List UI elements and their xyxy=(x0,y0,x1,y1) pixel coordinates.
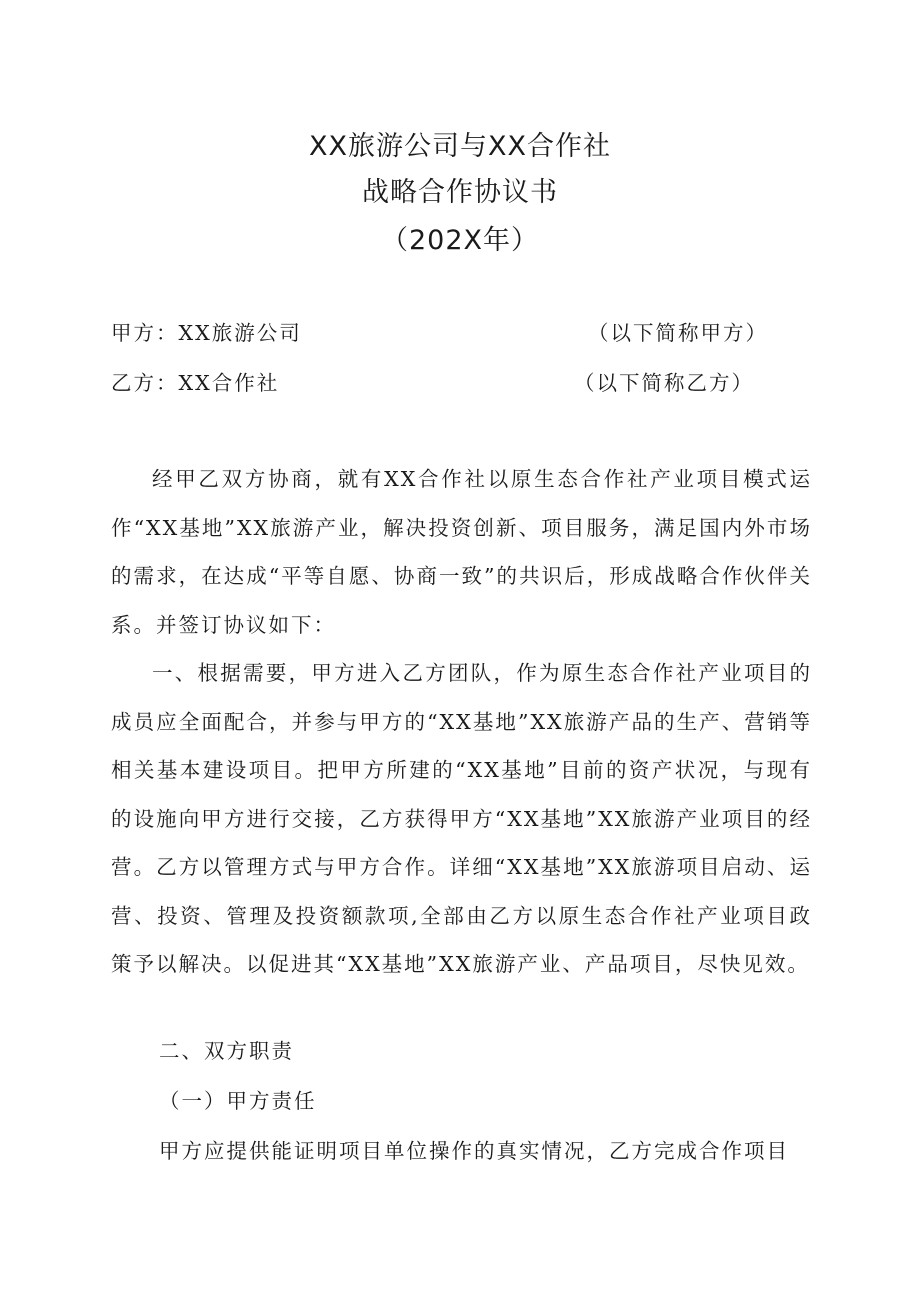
party-a-row xyxy=(111,318,811,348)
party-b-alias: （以下简称乙方） xyxy=(574,371,754,395)
party-a-name: 甲方：XX旅游公司 xyxy=(111,321,302,345)
party-a-alias: （以下简称甲方） xyxy=(588,321,768,345)
section-two-one-heading: （一）甲方责任 xyxy=(159,1089,317,1113)
intro-paragraph: 经甲乙双方协商，就有XX合作社以原生态合作社产业项目模式运作“XX基地”XX旅游产业，解决投资创新、项目服务，满足国内外市场的需求，在达成“平等自愿、协商一致”的共识后，形成战略合作伙伴关系。并签订协议如下： xyxy=(111,467,812,637)
party-b-name: 乙方：XX合作社 xyxy=(111,371,280,395)
clause-one-paragraph: 一、根据需要，甲方进入乙方团队，作为原生态合作社产业项目的成员应全面配合，并参与甲方的“XX基地”XX旅游产品的生产、营销等相关基本建设项目。把甲方所建的“XX基地”目前的资产状况，与现有的设施向甲方进行交接，乙方获得甲方“XX基地”XX旅游产业项目的经营。乙方以管理方式与甲方合作。详细“XX基地”XX旅游项目启动、运营、投资、管理及投资额款项,全部由乙方以原生态合作社产业项目政策予以解决。以促进其“XX基地”XX旅游产业、产品项目，尽快见效。 xyxy=(111,661,812,976)
party-b-row xyxy=(111,368,811,398)
section-two-heading: 二、双方职责 xyxy=(159,1039,294,1063)
party-a-responsibility-paragraph: 甲方应提供能证明项目单位操作的真实情况，乙方完成合作项目 xyxy=(159,1139,789,1163)
document-title-line1: XX旅游公司与XX合作社 xyxy=(309,131,611,162)
document-title-line2: 战略合作协议书 xyxy=(362,177,558,208)
document-title-year: （202X年） xyxy=(380,225,540,256)
